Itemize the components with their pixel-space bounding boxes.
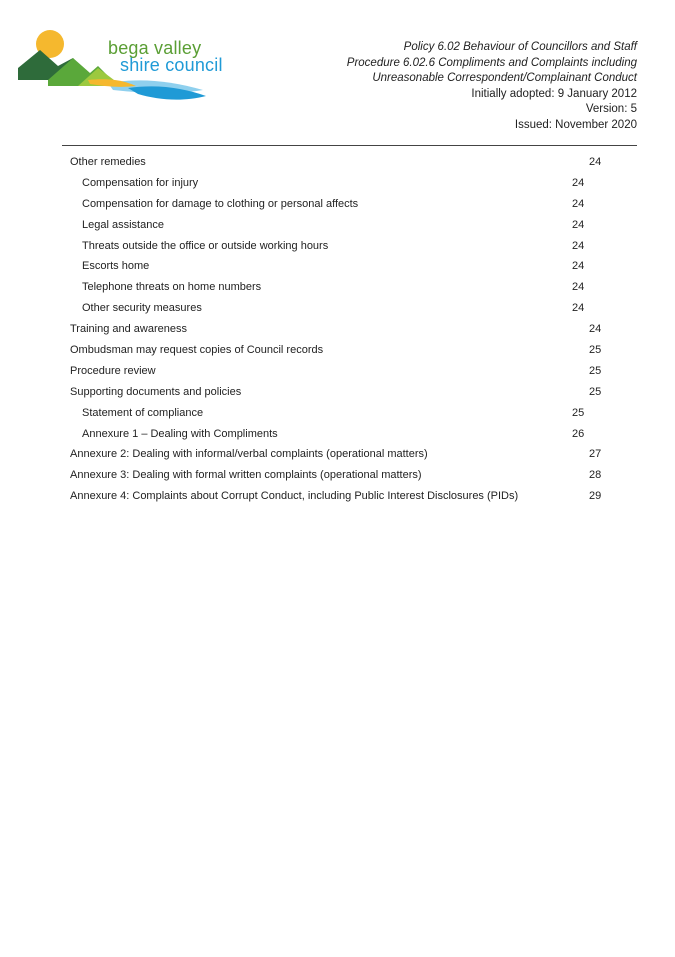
toc-page-number: 29 [589,490,602,503]
logo-text-line2: shire council [120,55,223,75]
toc-title: Annexure 1 – Dealing with Compliments [82,427,278,440]
toc-entry-ombudsman[interactable] [0,340,675,361]
toc-page-number: 28 [589,469,602,482]
version-label: Version: 5 [585,103,637,115]
toc-page-number: 25 [589,364,602,377]
toc-entry-escorts-home[interactable] [0,256,675,277]
toc-entry-telephone-threats[interactable] [0,277,675,298]
toc-entry-compensation-damage[interactable] [0,194,675,215]
toc-entry-compensation-injury[interactable] [0,173,675,194]
toc-entry-other-security[interactable] [0,298,675,319]
toc-page-number: 24 [572,218,585,231]
toc-title: Annexure 2: Dealing with informal/verbal complaints (operational matters) [70,448,428,461]
toc-entry-supporting-documents[interactable] [0,382,675,403]
toc-title: Statement of compliance [82,406,204,419]
toc-title: Escorts home [82,260,150,273]
toc-entry-annexure-4[interactable] [0,486,675,507]
toc-title: Ombudsman may request copies of Council records [70,344,324,357]
toc-title: Annexure 4: Complaints about Corrupt Conduct, including Public Interest Disclosures (PIDs) [70,490,519,503]
toc-title: Compensation for damage to clothing or personal affects [82,197,359,210]
logo-text-line1: bega valley [108,38,202,58]
toc-page-number: 25 [572,406,585,419]
toc-page-number: 24 [572,176,585,189]
toc-title: Threats outside the office or outside working hours [82,239,329,252]
toc-entry-training[interactable] [0,319,675,340]
toc-page-number: 24 [572,197,585,210]
toc-page-number: 24 [572,302,585,315]
toc-title: Compensation for injury [82,176,199,189]
table-of-contents [0,152,675,507]
procedure-title-line2: Unreasonable Correspondent/Complainant Conduct [372,72,637,84]
toc-entry-threats-outside-office[interactable] [0,236,675,257]
toc-page-number: 25 [589,344,602,357]
toc-entry-annexure-2[interactable] [0,444,675,465]
toc-page-number: 26 [572,427,585,440]
policy-title: Policy 6.02 Behaviour of Councillors and Staff [403,41,637,53]
toc-title: Supporting documents and policies [70,385,242,398]
toc-title: Annexure 3: Dealing with formal written complaints (operational matters) [70,469,422,482]
toc-page-number: 24 [589,156,602,168]
toc-entry-other-remedies[interactable] [0,152,675,173]
toc-page-number: 24 [589,323,602,336]
toc-page-number: 24 [572,260,585,273]
toc-title: Legal assistance [82,218,164,231]
adopted-date: Initially adopted: 9 January 2012 [471,87,637,100]
toc-title: Procedure review [70,364,156,377]
toc-entry-statement-compliance[interactable] [0,403,675,424]
document-header [347,40,637,133]
toc-page-number: 24 [572,281,585,294]
toc-title: Other remedies [70,156,146,168]
toc-page-number: 24 [572,239,585,252]
toc-title: Telephone threats on home numbers [82,281,262,294]
toc-entry-legal-assistance[interactable] [0,215,675,236]
toc-page-number: 27 [589,448,602,461]
toc-title: Training and awareness [70,323,187,336]
logo-wordmark [108,40,223,74]
procedure-title-line1: Procedure 6.02.6 Compliments and Complaints including [346,56,637,69]
toc-entry-procedure-review[interactable] [0,361,675,382]
toc-entry-annexure-3[interactable] [0,465,675,486]
toc-entry-annexure-1[interactable] [0,424,675,445]
issued-date: Issued: November 2020 [514,118,637,131]
header-divider [62,145,637,146]
toc-page-number: 25 [589,385,602,398]
toc-title: Other security measures [82,302,202,315]
